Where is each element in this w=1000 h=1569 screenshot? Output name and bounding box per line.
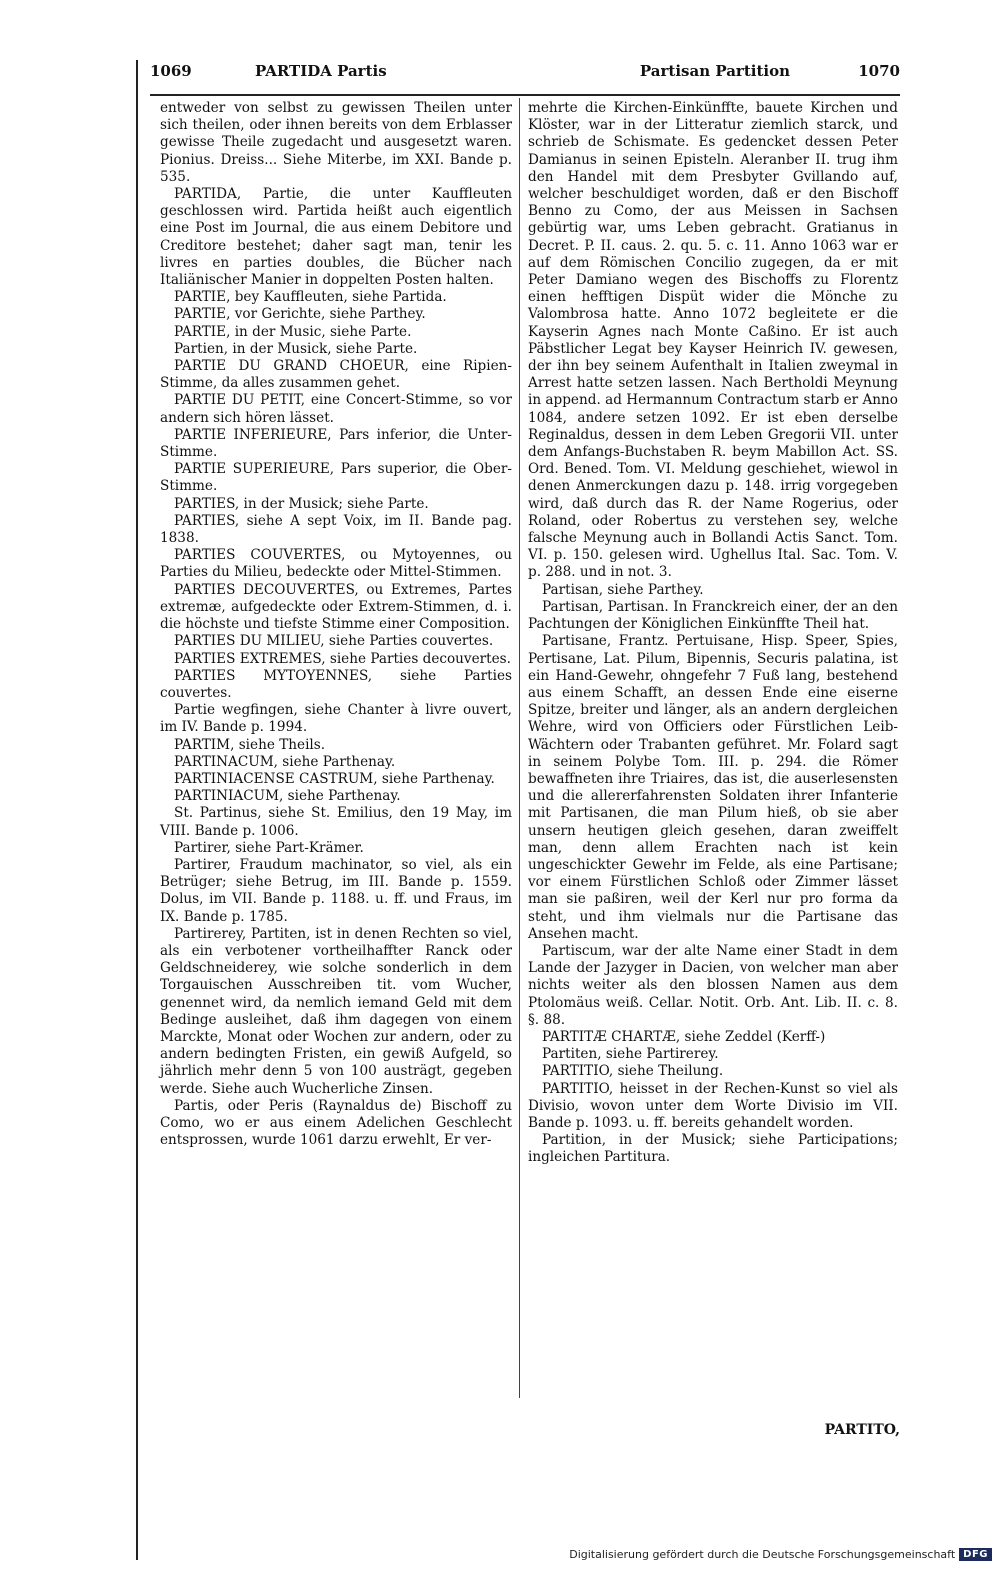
dictionary-entry: PARTIM, siehe Theils.	[174, 736, 326, 753]
dictionary-entry: PARTIE INFERIEURE, Pars inferior, die Unter-Stimme.	[160, 426, 512, 461]
page-gutter-line	[136, 60, 138, 1560]
dictionary-entry: Partiten, siehe Partirerey.	[542, 1046, 719, 1063]
digitization-footer	[569, 1548, 992, 1561]
dictionary-entry: Partisan, siehe Parthey.	[542, 581, 704, 598]
catchword: PARTITO,	[824, 1422, 900, 1438]
dictionary-entry: Partis, oder Peris (Raynaldus de) Bischoff zu Como, wo er aus einem Adelichen Geschlecht entsprossen, wurde 1061 darzu erwehlt, Er ver-	[160, 1097, 512, 1149]
dictionary-entry: Partirer, Fraudum machinator, so viel, als ein Betrüger; siehe Betrug, im III. Bande p. 1559. Dolus, im VII. Bande p. 1188. u. ff. und Fraus, im IX. Bande p. 1785.	[160, 856, 512, 925]
dictionary-entry: PARTIES, siehe A sept Voix, im II. Bande pag. 1838.	[160, 512, 512, 547]
left-text-column	[160, 100, 512, 1149]
dictionary-entry: PARTIE, bey Kauffleuten, siehe Partida.	[174, 289, 447, 306]
left-running-head: PARTIDA Partis	[255, 62, 387, 80]
dictionary-entry: PARTIES, in der Musick; siehe Parte.	[174, 495, 429, 512]
dictionary-entry: Partisane, Frantz. Pertuisane, Hisp. Speer, Spies, Pertisane, Lat. Pilum, Bipennis, Securis palatina, ist ein Hand-Gewehr, ohngefehr 7 Fuß lang, bestehend aus einem Schafft, an dessen Ende eine eiserne Spitze, breiter und länger, als an andern dergleichen Wehre, wird von Officiers oder Fürstlichen Leib-Wächtern oder Trabanten geführet. Mr. Folard sagt in seinem Polybe Tom. III. p. 294. die Römer bewaffneten ihre Triaires, das ist, die auserlesensten und die allererfahrensten Soldaten ihrer Infanterie mit Partisanen, die man Pilum hieß, ob sie aber unsern heutigen gleich gesehen, daran zweiffelt man, denn allem Erachten nach ist kein ungeschickter Gewehr im Felde, als eine Partisane; vor einem Fürstlichen Schloß oder Zimmer lässet man sie paßiren, weil der Kerl nur pro forma da steht, und ihm vielmals nur die Partisane das Ansehen macht.	[528, 633, 898, 942]
right-running-head: Partisan Partition	[639, 62, 790, 80]
right-text-column	[528, 100, 898, 1167]
right-paragraph: mehrte die Kirchen-Einkünffte, bauete Kirchen und Klöster, war in der Litteratur ziemlich starck, und schrieb de Schismate. Es gedencket dessen Peter Damianus in seinen Episteln. Aleranber II. trug ihm den Handel mit dem Presbyter Gvillando auf, welcher beschuldiget worden, daß er den Bischoff Benno zu Como, der aus Meissen in Sachsen gebürtig war, ums Leben gebracht. Gratianus in Decret. P. II. caus. 2. qu. 5. c. 11. Anno 1063 war er auf dem Römischen Concilio zugegen, da er mit Peter Damiano wegen des Bischoffs zu Florentz einen hefftigen Dispüt wider die Mönche zu Valombrosa hatte. Anno 1072 begleitete er die Kayserin Agnes nach Monte Caßino. Er ist auch Päbstlicher Legat bey Kayser Heinrich IV. gewesen, der ihn bey seinem Aufenthalt in Italien zweymal in Arrest hatte setzen lassen. Nach Bertholdi Meynung in append. ad Hermannum Contractum starb er Anno 1084, andere setzen 1092. Er ist eben derselbe Reginaldus, dessen in dem Leben Gregorii VII. unter dem Anfangs-Buchstaben R. beym Mabillon Act. SS. Ord. Bened. Tom. VI. Meldung geschiehet, wiewol in denen Anmerckungen dazu p. 148. irrig vorgegeben wird, daß durch das R. der Name Rogerius, oder Roland, oder Robertus zu verstehen sey, welche falsche Meynung auch in Bollandi Actis Sanct. Tom. VI. p. 150. gelesen wird. Ughellus Ital. Sac. Tom. V. p. 288. und in not. 3.	[528, 100, 898, 581]
dictionary-entry: PARTIES DU MILIEU, siehe Parties couvertes.	[174, 633, 494, 650]
dfg-logo: DFG	[959, 1548, 992, 1561]
dictionary-entry: PARTIE DU PETIT, eine Concert-Stimme, so vor andern sich hören lässet.	[160, 392, 512, 426]
dictionary-entry: PARTIES COUVERTES, ou Mytoyennes, ou Parties du Milieu, bedeckte oder Mittel-Stimmen.	[160, 547, 512, 581]
header-rule	[150, 94, 900, 96]
dictionary-entry: PARTIES DECOUVERTES, ou Extremes, Partes extremæ, aufgedeckte oder Extrem-Stimmen, d. i. die höchste und tiefste Stimme einer Composition.	[160, 581, 512, 633]
dictionary-entry: PARTIE, in der Music, siehe Parte.	[174, 323, 412, 340]
dictionary-entry: PARTITÆ CHARTÆ, siehe Zeddel (Kerff-)	[542, 1028, 826, 1045]
dictionary-entry: PARTIDA, Partie, die unter Kauffleuten geschlossen wird. Partida heißt auch eigentlich eine Post im Journal, die aus einem Debitore und Creditore bestehet; daher sagt man, tenir les livres en parties doubles, die Bücher nach Italiänischer Manier in doppelten Posten halten.	[160, 186, 512, 289]
dictionary-entry: PARTIE DU GRAND CHOEUR, eine Ripien-Stimme, da alles zusammen gehet.	[160, 358, 512, 392]
dictionary-entry: Partien, in der Musick, siehe Parte.	[174, 340, 418, 357]
dictionary-entry: PARTIE SUPERIEURE, Pars superior, die Ober-Stimme.	[160, 461, 512, 495]
dictionary-entry: PARTINIACENSE CASTRUM, siehe Parthenay.	[174, 770, 495, 787]
column-divider	[519, 98, 520, 1398]
dictionary-entry: Partiscum, war der alte Name einer Stadt in dem Lande der Jazyger in Dacien, von welcher man aber nichts weiter als den blossen Namen aus dem Ptolomäus weiß. Cellar. Notit. Orb. Ant. Lib. II. c. 8. §. 88.	[528, 942, 898, 1028]
dictionary-entry: PARTIES MYTOYENNES, siehe Parties couvertes.	[160, 667, 512, 701]
left-paragraph: entweder von selbst zu gewissen Theilen unter sich theilen, oder ihnen bereits von dem Erblasser gewisse Theile zugedacht und ausgesetzt waren. Pionius. Dreiss... Siehe Miterbe, im XXI. Bande p. 535.	[160, 100, 512, 185]
dictionary-entry: PARTIE, vor Gerichte, siehe Parthey.	[174, 306, 426, 323]
dictionary-entry: Partirer, siehe Part-Krämer.	[174, 839, 364, 856]
footer-credit-text: Digitalisierung gefördert durch die Deutsche Forschungsgemeinschaft	[569, 1548, 956, 1561]
dictionary-entry: Partie wegfingen, siehe Chanter à livre ouvert, im IV. Bande p. 1994.	[160, 702, 512, 736]
dictionary-entry: Partisan, Partisan. In Franckreich einer, der an den Pachtungen der Königlichen Einkünffte Theil hat.	[528, 598, 898, 633]
left-column-number: 1069	[150, 62, 192, 80]
dictionary-entry: St. Partinus, siehe St. Emilius, den 19 May, im VIII. Bande p. 1006.	[160, 805, 512, 839]
dictionary-entry: PARTITIO, heisset in der Rechen-Kunst so viel als Divisio, wovon unter dem Worte Divisio im VII. Bande p. 1093. u. ff. bereits gehandelt worden.	[528, 1080, 898, 1131]
dictionary-entry: Partition, in der Musick; siehe Participations; ingleichen Partitura.	[528, 1132, 898, 1166]
dictionary-entry: PARTINIACUM, siehe Parthenay.	[174, 788, 401, 805]
dictionary-entry: PARTINACUM, siehe Parthenay.	[174, 753, 396, 770]
page-header	[150, 62, 900, 92]
dictionary-entry: Partirerey, Partiten, ist in denen Rechten so viel, als ein verbotener vortheilhaffter Ranck oder Geldschneiderey, wie solche sonderlich in dem Torgauischen Ausschreiben tit. vom Wucher, genennet wird, da nemlich iemand Geld mit dem Bedinge ausleihet, daß ihm dagegen von einem Marckte, Monat oder Wochen zur andern, oder zu andern bedingten Fristen, ein gewiß Aufgeld, so jährlich mehr denn 5 von 100 austrägt, gegeben werde. Siehe auch Wucherliche Zinsen.	[160, 925, 512, 1097]
dictionary-entry: PARTIES EXTREMES, siehe Parties decouvertes.	[174, 650, 511, 667]
dictionary-entry: PARTITIO, siehe Theilung.	[542, 1063, 724, 1080]
right-column-number: 1070	[858, 62, 900, 80]
